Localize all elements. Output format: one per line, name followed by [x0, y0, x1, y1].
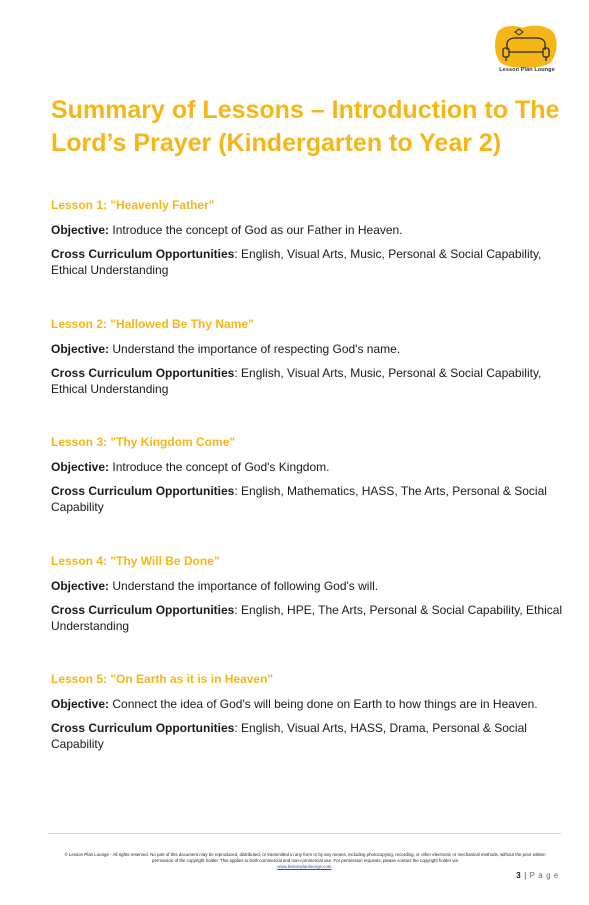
- cross-curriculum-text: : English, Visual Arts, Music, Personal & Social Capability, Ethical Understanding: [51, 247, 542, 277]
- objective-text: Connect the idea of God's will being done on Earth to how things are in Heaven.: [112, 697, 538, 711]
- lesson-section: [51, 554, 571, 642]
- lesson-cross-curriculum: [51, 483, 571, 515]
- lesson-objective: [51, 578, 571, 594]
- page-title: Summary of Lessons – Introduction to The Lord’s Prayer (Kindergarten to Year 2): [51, 96, 560, 157]
- lesson-section: [51, 435, 571, 523]
- objective-label: Objective:: [51, 460, 110, 474]
- lesson-cross-curriculum: [51, 365, 571, 397]
- sofa-icon: [493, 24, 561, 70]
- lesson-cross-curriculum: [51, 246, 571, 278]
- page-separator: |: [521, 871, 530, 880]
- objective-label: Objective:: [51, 697, 110, 711]
- cross-curriculum-text: : English, HPE, The Arts, Personal & Social Capability, Ethical Understanding: [51, 603, 563, 633]
- objective-text: Introduce the concept of God's Kingdom.: [112, 460, 330, 474]
- objective-text: Introduce the concept of God as our Father in Heaven.: [112, 223, 403, 237]
- footer-divider: [48, 833, 561, 834]
- cross-curriculum-text: : English, Mathematics, HASS, The Arts, Personal & Social Capability: [51, 484, 547, 514]
- lesson-heading: Lesson 3: "Thy Kingdom Come": [51, 435, 236, 449]
- objective-text: Understand the importance of respecting God's name.: [112, 342, 401, 356]
- logo-text: Lesson Plan Lounge: [499, 67, 555, 73]
- cross-curriculum-label: Cross Curriculum Opportunities: [51, 484, 235, 498]
- cross-curriculum-label: Cross Curriculum Opportunities: [51, 721, 235, 735]
- copyright-text: © Lesson Plan Lounge - All rights reserved. No part of this document may be reproduced, distributed, or transmitted in any form or by any means, including photocopying, recording, or other electronic or mechanical methods, without the prior written permission of the copyright holder. This applies to both commercial and non-commercial use. For permission requests, please contact the copyright holder via: [64, 852, 546, 863]
- lesson-cross-curriculum: [51, 602, 571, 634]
- cross-curriculum-label: Cross Curriculum Opportunities: [51, 603, 235, 617]
- logo: [493, 24, 561, 80]
- page-number: [516, 871, 559, 880]
- cross-curriculum-label: Cross Curriculum Opportunities: [51, 247, 235, 261]
- cross-curriculum-text: : English, Visual Arts, HASS, Drama, Personal & Social Capability: [51, 721, 527, 751]
- objective-label: Objective:: [51, 223, 110, 237]
- lesson-objective: [51, 459, 571, 475]
- lesson-heading: Lesson 2: "Hallowed Be Thy Name": [51, 317, 254, 331]
- lesson-objective: [51, 341, 571, 357]
- lesson-objective: [51, 696, 571, 712]
- objective-label: Objective:: [51, 579, 110, 593]
- lesson-objective: [51, 222, 571, 238]
- footer-copyright: [55, 852, 555, 870]
- website-link[interactable]: www.lessonplanlounge.com: [277, 864, 332, 869]
- link-suffix: .: [331, 864, 333, 869]
- objective-text: Understand the importance of following God's will.: [112, 579, 379, 593]
- lesson-heading: Lesson 4: "Thy Will Be Done": [51, 554, 220, 568]
- page-number-value: 3: [516, 871, 522, 880]
- page-label: P a g e: [529, 871, 559, 880]
- lesson-section: [51, 198, 571, 286]
- lesson-cross-curriculum: [51, 720, 571, 752]
- objective-label: Objective:: [51, 342, 110, 356]
- lesson-heading: Lesson 5: "On Earth as it is in Heaven": [51, 672, 274, 686]
- lesson-section: [51, 672, 571, 760]
- cross-curriculum-label: Cross Curriculum Opportunities: [51, 366, 235, 380]
- lesson-section: [51, 317, 571, 405]
- cross-curriculum-text: : English, Visual Arts, Music, Personal & Social Capability, Ethical Understanding: [51, 366, 542, 396]
- lesson-heading: Lesson 1: "Heavenly Father": [51, 198, 215, 212]
